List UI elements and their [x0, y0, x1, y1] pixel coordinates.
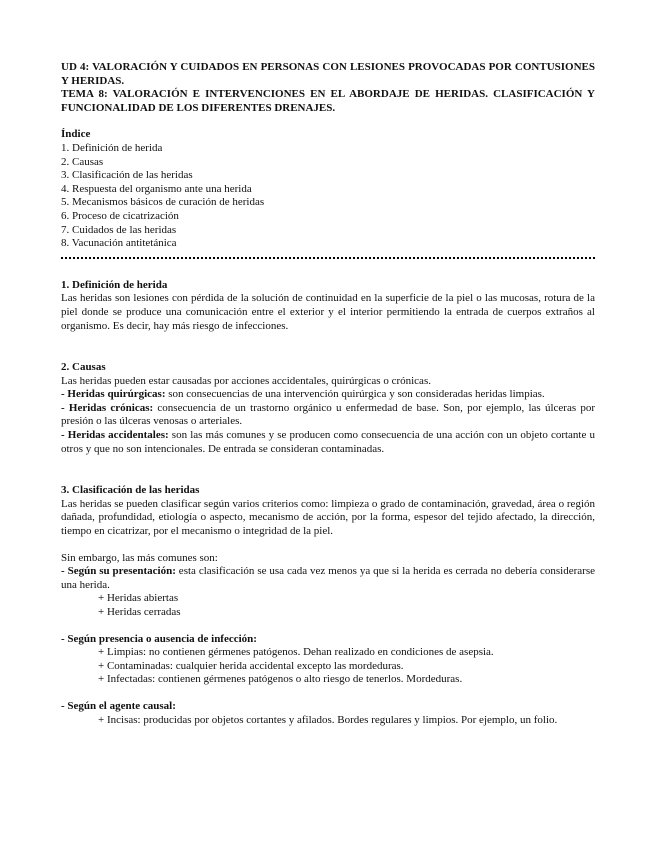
cause-label: - Heridas quirúrgicas: — [61, 388, 166, 401]
cause-item — [61, 429, 595, 456]
index-item: 1. Definición de herida — [61, 141, 163, 154]
section-intro: Las heridas pueden estar causadas por acciones accidentales, quirúrgicas o crónicas. — [61, 374, 431, 387]
classification-text: esta clasificación se usa cada vez menos ya que si la herida es cerrada no debería considerarse una herida. — [61, 565, 595, 591]
unit-title: UD 4: VALORACIÓN Y CUIDADOS EN PERSONAS CON LESIONES PROVOCADAS POR CONTUSIONES Y HERIDAS. — [61, 61, 595, 87]
infeccion-list — [61, 646, 595, 687]
cause-text: consecuencia de un trastorno orgánico u enfermedad de base. Son, por ejemplo, las úlceras por presión o las úlceras venosas o arteriales. — [61, 401, 596, 428]
classification-label: - Según el agente causal: — [61, 699, 176, 712]
document-page — [61, 61, 595, 727]
presentacion-list — [61, 592, 595, 619]
section-definicion — [61, 279, 595, 333]
cause-text: son consecuencias de una intervención quirúrgica y son consideradas heridas limpias. — [165, 388, 545, 401]
index-heading: Índice — [61, 128, 91, 141]
classification-label: - Según presencia o ausencia de infección: — [61, 632, 257, 645]
cause-text: son las más comunes y se producen como consecuencia de una acción con un objeto cortante u otros y que no son intencionales. De entrada se consideran contaminadas. — [61, 429, 595, 455]
section-body: Las heridas son lesiones con pérdida de la solución de continuidad en la superficie de la piel o las mucosas, rotura de la piel donde se produce una comunicación entre el exterior y el interior permitiendo la entrada de cuerpos extraños al organismo. Es decir, hay más riesgo de infecciones. — [61, 292, 595, 332]
index-item: 8. Vacunación antitetánica — [61, 237, 177, 250]
section-intro: Las heridas se pueden clasificar según varios criterios como: limpieza o grado de contaminación, gravedad, área o región dañada, profundidad, etiología o aspecto, mecanismo de acción, por la forma, espesor del tejido afectado, la dirección, tiempo en cicatrizar, por el mecanismo o integridad de la piel. — [61, 497, 595, 538]
dotted-divider — [61, 257, 595, 259]
list-item: + Incisas: producidas por objetos cortantes y afilados. Bordes regulares y limpios. Por ejemplo, un folio. — [98, 714, 595, 728]
index-item: 5. Mecanismos básicos de curación de heridas — [61, 196, 265, 209]
index-item: 2. Causas — [61, 155, 104, 168]
section-title: 2. Causas — [61, 361, 106, 374]
list-item: + Contaminadas: cualquier herida accidental excepto las mordeduras. — [98, 660, 595, 674]
section-causas — [61, 361, 595, 456]
section-title: 1. Definición de herida — [61, 278, 168, 291]
document-title — [61, 61, 595, 115]
cause-label: - Heridas crónicas: — [61, 401, 154, 414]
list-item: + Heridas abiertas — [98, 592, 595, 606]
agente-list — [61, 714, 595, 728]
cause-label: - Heridas accidentales: — [61, 429, 169, 442]
section-title: 3. Clasificación de las heridas — [61, 484, 200, 497]
index-item: 6. Proceso de cicatrización — [61, 209, 179, 222]
table-of-contents — [61, 128, 595, 250]
index-item: 4. Respuesta del organismo ante una herida — [61, 182, 252, 195]
list-item: + Limpias: no contienen gérmenes patógenos. Dehan realizado en condiciones de asepsia. — [98, 646, 595, 660]
section-clasificacion — [61, 484, 595, 727]
topic-title: TEMA 8: VALORACIÓN E INTERVENCIONES EN EL ABORDAJE DE HERIDAS. CLASIFICACIÓN Y FUNCIONALIDAD DE LOS DIFERENTES DRENAJES. — [61, 88, 595, 114]
index-item: 3. Clasificación de las heridas — [61, 169, 193, 182]
list-item: + Heridas cerradas — [98, 606, 595, 620]
list-item: + Infectadas: contienen gérmenes patógenos o alto riesgo de tenerlos. Mordeduras. — [98, 673, 595, 687]
cause-item — [61, 388, 595, 402]
index-item: 7. Cuidados de las heridas — [61, 223, 177, 236]
common-intro: Sin embargo, las más comunes son: — [61, 551, 218, 564]
classification-presentacion — [61, 565, 595, 592]
cause-item — [61, 402, 595, 429]
classification-label: - Según su presentación: — [61, 565, 176, 578]
